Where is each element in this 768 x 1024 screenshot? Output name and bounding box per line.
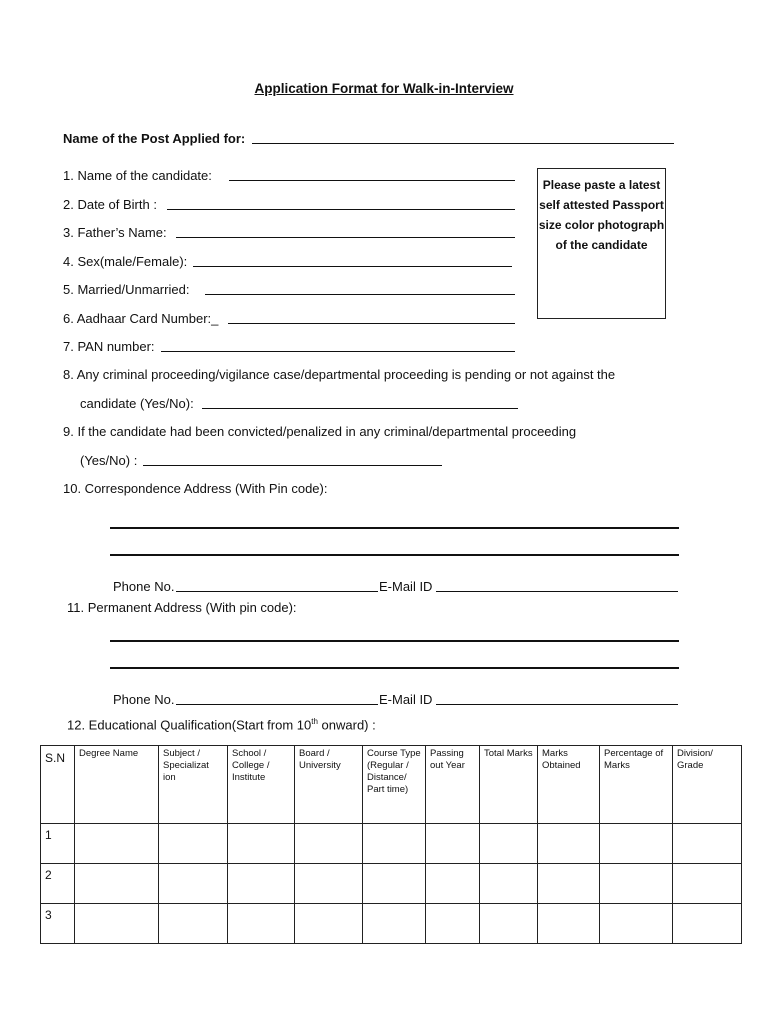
post-applied-field[interactable]	[252, 143, 674, 144]
col-header-course-type: Course Type (Regular / Distance/ Part time)	[363, 746, 426, 824]
table-cell[interactable]	[480, 824, 538, 864]
row-number: 1	[41, 824, 75, 864]
table-cell[interactable]	[538, 904, 600, 944]
permanent-phone-label: Phone No.	[113, 692, 175, 707]
col-header-passing-year: Passing out Year	[426, 746, 480, 824]
col-header-school: School / College / Institute	[228, 746, 295, 824]
photo-placeholder-box	[537, 168, 666, 319]
convicted-label-cont: (Yes/No) :	[80, 453, 138, 468]
marital-status-label: 5. Married/Unmarried:	[63, 282, 190, 297]
table-row	[41, 904, 742, 944]
col-header-board: Board / University	[295, 746, 363, 824]
correspondence-address-label: 10. Correspondence Address (With Pin code):	[63, 481, 328, 496]
criminal-proceeding-label: 8. Any criminal proceeding/vigilance case/departmental proceeding is pending or not against the	[63, 367, 616, 382]
table-cell[interactable]	[480, 864, 538, 904]
photo-instruction: Please paste a latest self attested Passport size color photograph of the candidate	[538, 178, 665, 252]
table-cell[interactable]	[480, 904, 538, 944]
table-cell[interactable]	[228, 904, 295, 944]
table-cell[interactable]	[538, 824, 600, 864]
correspondence-address-line-2[interactable]	[110, 554, 679, 556]
educational-qualification-label: 12. Educational Qualification(Start from 10th onward) :	[67, 717, 376, 733]
col-header-total-marks: Total Marks	[480, 746, 538, 824]
table-row	[41, 864, 742, 904]
correspondence-email-label: E-Mail ID	[379, 579, 433, 594]
aadhaar-field[interactable]	[228, 323, 515, 324]
page-title: Application Format for Walk-in-Interview	[254, 81, 514, 96]
table-cell[interactable]	[75, 864, 159, 904]
dob-label: 2. Date of Birth :	[63, 197, 157, 212]
table-cell[interactable]	[426, 904, 480, 944]
candidate-name-field[interactable]	[229, 180, 515, 181]
criminal-proceeding-field[interactable]	[202, 408, 518, 409]
table-cell[interactable]	[600, 904, 673, 944]
correspondence-phone-label: Phone No.	[113, 579, 175, 594]
convicted-field[interactable]	[143, 465, 442, 466]
table-cell[interactable]	[426, 864, 480, 904]
table-cell[interactable]	[363, 824, 426, 864]
education-table-header-row	[41, 746, 742, 824]
criminal-proceeding-label-cont: candidate (Yes/No):	[80, 396, 194, 411]
table-cell[interactable]	[426, 824, 480, 864]
permanent-address-label: 11. Permanent Address (With pin code):	[67, 600, 297, 615]
table-cell[interactable]	[295, 864, 363, 904]
sex-label: 4. Sex(male/Female):	[63, 254, 188, 269]
row-number: 2	[41, 864, 75, 904]
col-header-division: Division/ Grade	[673, 746, 742, 824]
father-name-field[interactable]	[176, 237, 515, 238]
table-cell[interactable]	[673, 864, 742, 904]
col-header-subject: Subject / Specializat ion	[159, 746, 228, 824]
table-cell[interactable]	[75, 904, 159, 944]
dob-field[interactable]	[167, 209, 515, 210]
correspondence-address-line-1[interactable]	[110, 527, 679, 529]
permanent-phone-field[interactable]	[176, 704, 378, 705]
col-header-sn: S.N	[41, 746, 75, 824]
table-cell[interactable]	[538, 864, 600, 904]
convicted-label: 9. If the candidate had been convicted/penalized in any criminal/departmental proceeding	[63, 424, 577, 439]
table-cell[interactable]	[75, 824, 159, 864]
table-cell[interactable]	[228, 864, 295, 904]
col-header-degree-name: Degree Name	[75, 746, 159, 824]
permanent-email-field[interactable]	[436, 704, 678, 705]
col-header-percentage: Percentage of Marks	[600, 746, 673, 824]
table-cell[interactable]	[673, 904, 742, 944]
permanent-address-line-1[interactable]	[110, 640, 679, 642]
post-applied-label: Name of the Post Applied for:	[63, 131, 246, 146]
table-cell[interactable]	[295, 904, 363, 944]
table-cell[interactable]	[363, 864, 426, 904]
permanent-address-line-2[interactable]	[110, 667, 679, 669]
table-cell[interactable]	[159, 824, 228, 864]
table-cell[interactable]	[159, 904, 228, 944]
correspondence-email-field[interactable]	[436, 591, 678, 592]
table-row	[41, 824, 742, 864]
table-cell[interactable]	[295, 824, 363, 864]
sex-field[interactable]	[193, 266, 512, 267]
table-cell[interactable]	[600, 864, 673, 904]
correspondence-phone-field[interactable]	[176, 591, 378, 592]
table-cell[interactable]	[159, 864, 228, 904]
table-cell[interactable]	[673, 824, 742, 864]
education-table	[40, 745, 742, 944]
permanent-email-label: E-Mail ID	[379, 692, 433, 707]
table-cell[interactable]	[228, 824, 295, 864]
pan-label: 7. PAN number:	[63, 339, 155, 354]
father-name-label: 3. Father’s Name:	[63, 225, 167, 240]
row-number: 3	[41, 904, 75, 944]
aadhaar-label: 6. Aadhaar Card Number:_	[63, 311, 219, 326]
marital-status-field[interactable]	[205, 294, 515, 295]
col-header-marks-obtained: Marks Obtained	[538, 746, 600, 824]
table-cell[interactable]	[600, 824, 673, 864]
candidate-name-label: 1. Name of the candidate:	[63, 168, 212, 183]
table-cell[interactable]	[363, 904, 426, 944]
pan-field[interactable]	[161, 351, 515, 352]
